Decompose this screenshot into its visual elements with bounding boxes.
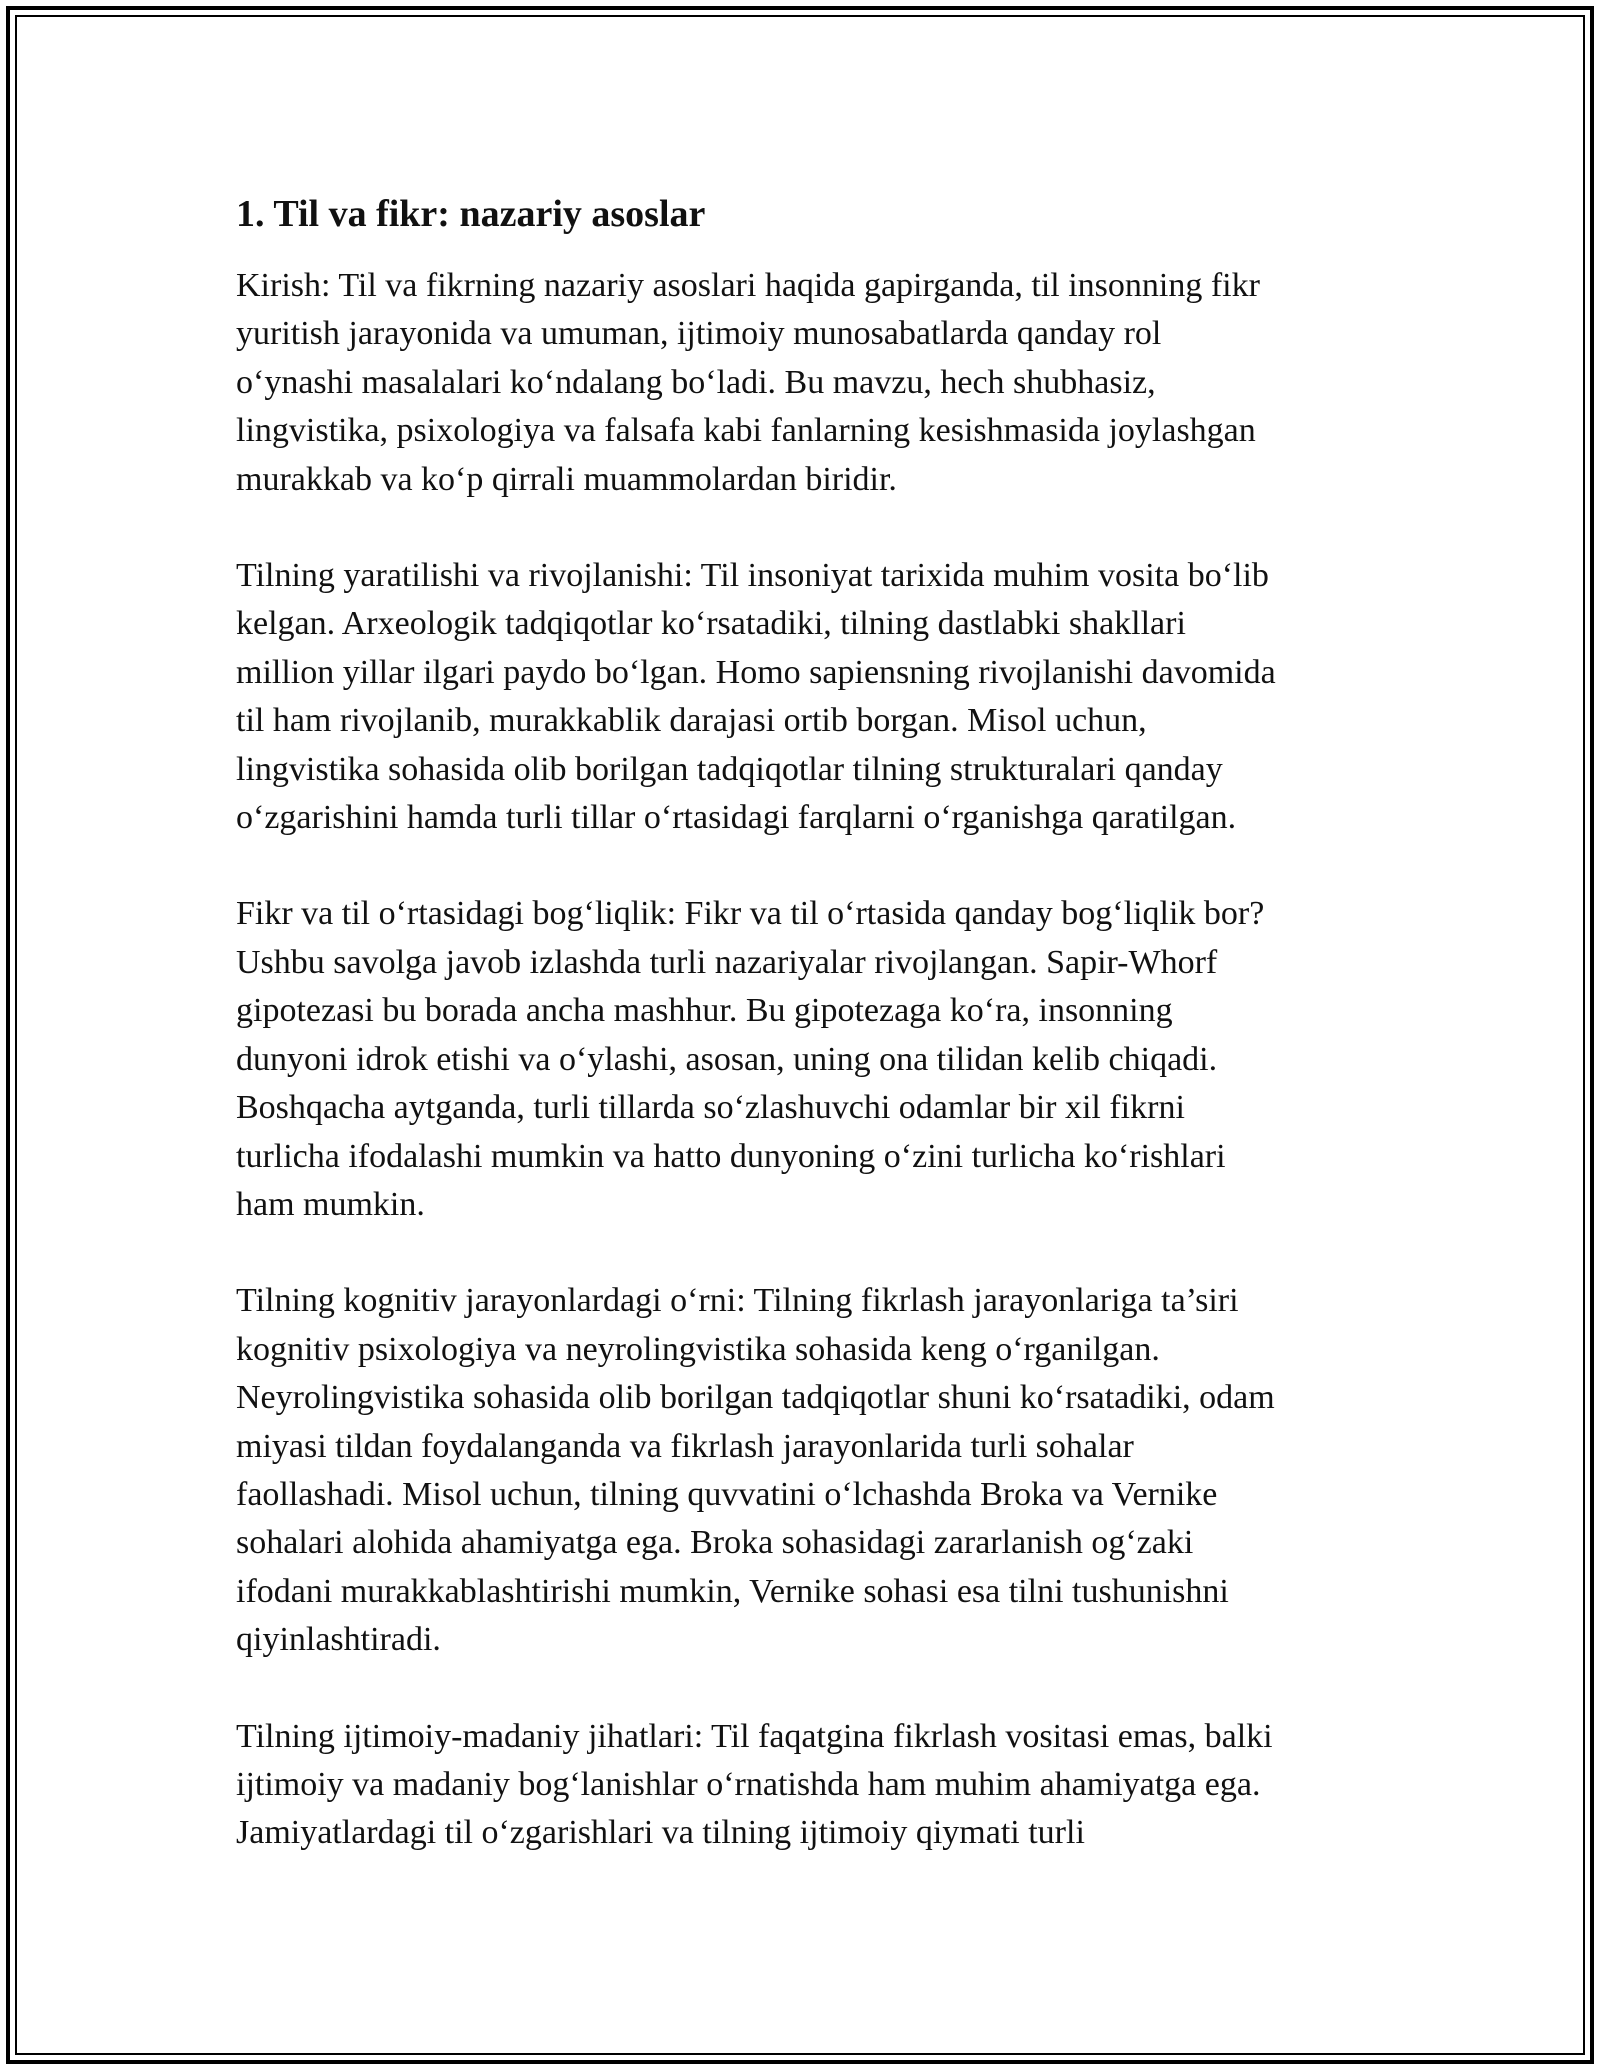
text-line: o‘ynashi masalalari ko‘ndalang bo‘ladi. Bu mavzu, hech shubhasiz,	[236, 363, 1156, 401]
paragraph-thought-language-link	[236, 890, 1376, 1229]
text-line: million yillar ilgari paydo bo‘lgan. Homo sapiensning rivojlanishi davomida	[236, 653, 1276, 691]
text-line: kognitiv psixologiya va neyrolingvistika sohasida keng o‘rganilgan.	[236, 1330, 1160, 1368]
text-line: Kirish: Til va fikrning nazariy asoslari haqida gapirganda, til insonning fikr	[236, 267, 1260, 304]
text-line: Ushbu savolga javob izlashda turli nazariyalar rivojlangan. Sapir-Whorf	[236, 943, 1218, 981]
text-line: ifodani murakkablashtirishi mumkin, Vernike sohasi esa tilni tushunishni	[236, 1572, 1229, 1610]
text-line: turlicha ifodalashi mumkin va hatto dunyoning o‘zini turlicha ko‘rishlari	[236, 1137, 1226, 1175]
paragraph-sociocultural	[236, 1713, 1376, 1858]
text-line: kelgan. Arxeologik tadqiqotlar ko‘rsatadiki, tilning dastlabki shakllari	[236, 605, 1186, 643]
text-line: o‘zgarishini hamda turli tillar o‘rtasidagi farqlarni o‘rganishga qaratilgan.	[236, 799, 1237, 837]
text-line: Tilning ijtimoiy-madaniy jihatlari: Til faqatgina fikrlash vositasi emas, balki	[236, 1717, 1273, 1755]
paragraph-introduction	[236, 262, 1376, 504]
text-line: lingvistika sohasida olib borilgan tadqiqotlar tilning strukturalari qanday	[236, 750, 1223, 788]
paragraph-cognitive-role	[236, 1277, 1376, 1664]
text-line: til ham rivojlanib, murakkablik darajasi ortib borgan. Misol uchun,	[236, 702, 1147, 740]
document-body	[236, 186, 1376, 1906]
text-line: miyasi tildan foydalanganda va fikrlash jarayonlarida turli sohalar	[236, 1427, 1134, 1465]
text-line: Jamiyatlardagi til o‘zgarishlari va tilning ijtimoiy qiymati turli	[236, 1814, 1085, 1852]
text-line: ham mumkin.	[236, 1185, 425, 1223]
text-line: Fikr va til o‘rtasidagi bog‘liqlik: Fikr va til o‘rtasida qanday bog‘liqlik bor?	[236, 895, 1265, 933]
text-line: gipotezasi bu borada ancha mashhur. Bu gipotezaga ko‘ra, insonning	[236, 992, 1173, 1030]
text-line: Neyrolingvistika sohasida olib borilgan tadqiqotlar shuni ko‘rsatadiki, odam	[236, 1379, 1275, 1417]
text-line: yuritish jarayonida va umuman, ijtimoiy munosabatlarda qanday rol	[236, 315, 1162, 353]
text-line: sohalari alohida ahamiyatga ega. Broka sohasidagi zararlanish og‘zaki	[236, 1524, 1194, 1562]
paragraph-language-origin	[236, 552, 1376, 842]
text-line: Boshqacha aytganda, turli tillarda so‘zlashuvchi odamlar bir xil fikrni	[236, 1089, 1185, 1127]
text-line: qiyinlashtiradi.	[236, 1621, 441, 1659]
text-line: lingvistika, psixologiya va falsafa kabi fanlarning kesishmasida joylashgan	[236, 412, 1256, 450]
text-line: dunyoni idrok etishi va o‘ylashi, asosan, uning ona tilidan kelib chiqadi.	[236, 1040, 1218, 1078]
section-heading: 1. Til va fikr: nazariy asoslar	[236, 193, 706, 235]
text-line: Tilning yaratilishi va rivojlanishi: Til insoniyat tarixida muhim vosita bo‘lib	[236, 557, 1269, 595]
text-line: murakkab va ko‘p qirrali muammolardan biridir.	[236, 460, 897, 498]
text-line: faollashadi. Misol uchun, tilning quvvatini o‘lchashda Broka va Vernike	[236, 1475, 1218, 1513]
text-line: Tilning kognitiv jarayonlardagi o‘rni: Tilning fikrlash jarayonlariga ta’siri	[236, 1282, 1239, 1320]
text-line: ijtimoiy va madaniy bog‘lanishlar o‘rnatishda ham muhim ahamiyatga ega.	[236, 1765, 1261, 1803]
